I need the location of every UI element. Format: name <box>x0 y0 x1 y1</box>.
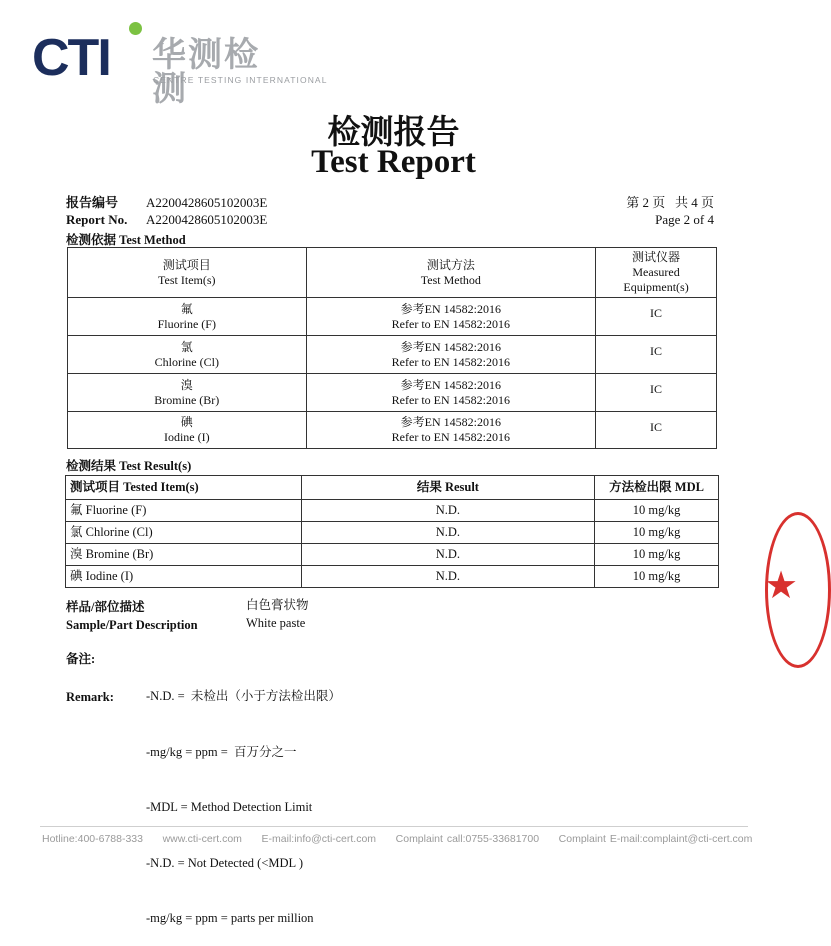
method-method-cell: 参考EN 14582:2016 Refer to EN 14582:2016 <box>306 298 596 336</box>
method-item-cell: 氟 Fluorine (F) <box>68 298 307 336</box>
footer-complaint-email: Complaint E-mail:complaint@cti-cert.com <box>558 833 753 845</box>
report-no-label-en: Report No. <box>66 212 128 227</box>
table-row <box>68 374 717 412</box>
sample-label-cn: 样品/部位描述 <box>66 600 145 614</box>
logo-brand: CTI <box>32 29 110 87</box>
method-equipment-cell: IC <box>596 336 717 374</box>
result-header-result: 结果 Result <box>301 476 595 500</box>
page-en: Page 2 of 4 <box>655 212 714 227</box>
report-title-cn: 检测报告 <box>327 112 460 151</box>
report-no-value-en: A2200428605102003E <box>146 212 268 227</box>
method-header-equipment: 测试仪器 Measured Equipment(s) <box>596 248 717 298</box>
method-item-cell: 碘 Iodine (I) <box>68 412 307 449</box>
table-row <box>68 336 717 374</box>
report-no-value: A2200428605102003E <box>146 195 268 210</box>
method-method-cell: 参考EN 14582:2016 Refer to EN 14582:2016 <box>306 412 596 449</box>
sample-value-cn: 白色膏状物 <box>246 598 309 612</box>
result-item-cell: 溴 Bromine (Br) <box>66 544 302 566</box>
sample-label-en: Sample/Part Description <box>66 618 198 632</box>
logo-cn-name: 华测检测 <box>152 35 260 109</box>
remark-line: -N.D. = 未检出（小于方法检出限） <box>146 689 341 703</box>
method-equipment-cell: IC <box>596 298 717 336</box>
remark-line: -mg/kg = ppm = parts per million <box>146 911 314 925</box>
sample-label <box>66 598 198 634</box>
result-mdl-cell: 10 mg/kg <box>595 566 719 588</box>
sample-value-en: White paste <box>246 616 306 630</box>
remark-line: -MDL = Method Detection Limit <box>146 800 313 814</box>
page-cn: 第 2 页 共 4 页 <box>626 195 714 210</box>
remark-line: -N.D. = Not Detected (<MDL ) <box>146 855 303 870</box>
page-indicator <box>626 194 714 228</box>
test-method-heading: 检测依据 Test Method <box>66 233 186 247</box>
table-row <box>68 298 717 336</box>
result-value-cell: N.D. <box>301 544 595 566</box>
result-value-cell: N.D. <box>301 522 595 544</box>
method-header-method: 测试方法 Test Method <box>306 248 596 298</box>
method-method-cell: 参考EN 14582:2016 Refer to EN 14582:2016 <box>306 374 596 412</box>
sample-value <box>246 596 309 632</box>
result-header-mdl: 方法检出限 MDL <box>595 476 719 500</box>
table-row <box>66 566 719 588</box>
result-item-cell: 氟 Fluorine (F) <box>66 500 302 522</box>
report-title-en: Test Report <box>311 144 476 180</box>
method-header-item: 测试项目 Test Item(s) <box>68 248 307 298</box>
footer-complaint-call: Complaint call:0755-33681700 <box>395 833 540 845</box>
table-row <box>66 544 719 566</box>
footer-website: www.cti-cert.com <box>162 833 242 845</box>
report-no-label-cn: 报告编号 <box>66 195 119 210</box>
method-item-cell: 溴 Bromine (Br) <box>68 374 307 412</box>
result-value-cell: N.D. <box>301 566 595 588</box>
stamp-star-icon: ★ <box>764 563 799 607</box>
result-mdl-cell: 10 mg/kg <box>595 522 719 544</box>
method-table-header <box>68 248 717 298</box>
remark-label-cn: 备注: <box>66 652 96 666</box>
test-method-table <box>67 247 717 449</box>
table-row <box>66 500 719 522</box>
footer <box>42 833 752 845</box>
footer-hotline: Hotline:400-6788-333 <box>42 833 143 845</box>
method-equipment-cell: IC <box>596 374 717 412</box>
result-table-header <box>66 476 719 500</box>
result-item-cell: 氯 Chlorine (Cl) <box>66 522 302 544</box>
company-logo <box>32 20 328 109</box>
result-header-item: 测试项目 Tested Item(s) <box>66 476 302 500</box>
remark-label-en: Remark: <box>66 690 114 704</box>
remark-lines <box>146 650 341 946</box>
footer-divider <box>40 826 748 827</box>
result-mdl-cell: 10 mg/kg <box>595 544 719 566</box>
method-method-cell: 参考EN 14582:2016 Refer to EN 14582:2016 <box>306 336 596 374</box>
remark-line: -mg/kg = ppm = 百万分之一 <box>146 744 297 759</box>
table-row <box>66 522 719 544</box>
result-value-cell: N.D. <box>301 500 595 522</box>
result-mdl-cell: 10 mg/kg <box>595 500 719 522</box>
report-number <box>66 194 267 228</box>
test-result-table <box>65 475 719 588</box>
table-row <box>68 412 717 449</box>
footer-email: E-mail:info@cti-cert.com <box>261 833 377 845</box>
result-item-cell: 碘 Iodine (I) <box>66 566 302 588</box>
logo-dot <box>129 22 142 35</box>
method-equipment-cell: IC <box>596 412 717 449</box>
logo-en-name: CENTRE TESTING INTERNATIONAL <box>153 75 328 85</box>
test-result-heading: 检测结果 Test Result(s) <box>66 459 192 473</box>
method-item-cell: 氯 Chlorine (Cl) <box>68 336 307 374</box>
